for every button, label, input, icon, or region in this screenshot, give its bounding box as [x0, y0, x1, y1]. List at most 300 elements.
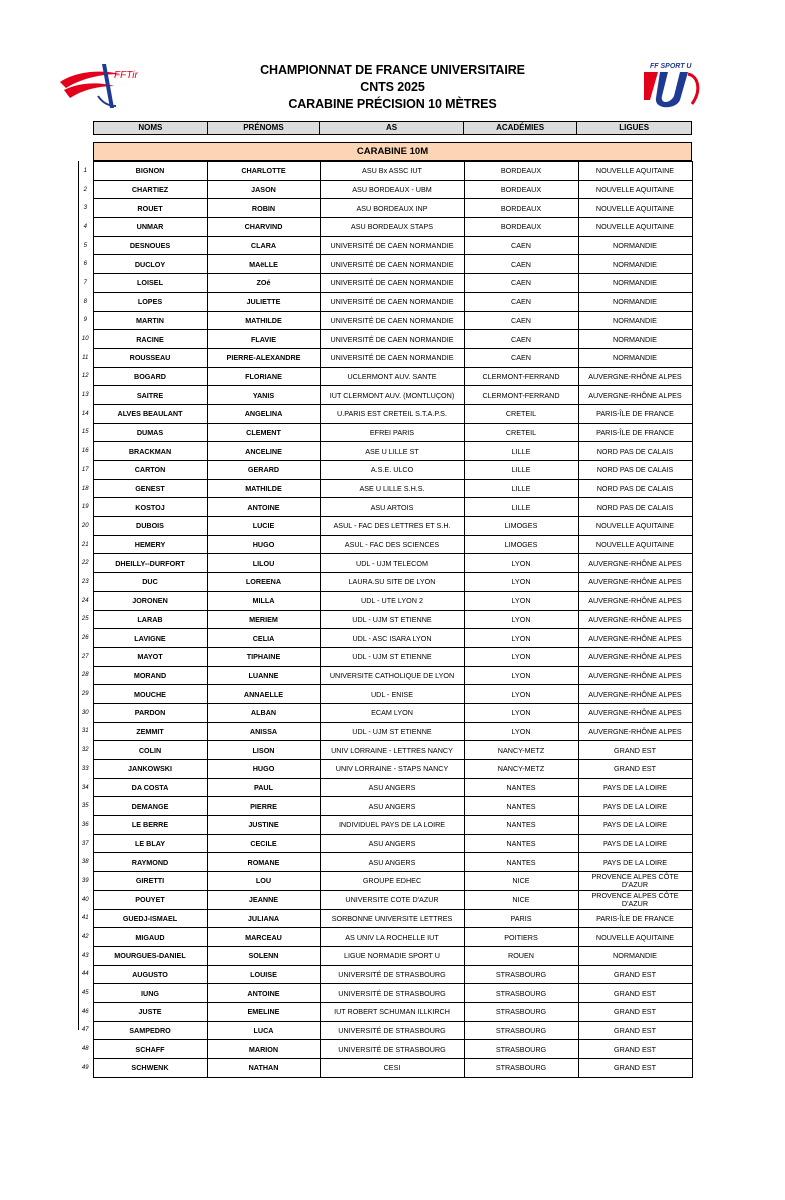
section-title: CARABINE 10M — [93, 142, 692, 161]
cell-academie: LYON — [464, 591, 578, 610]
cell-prenom: MARION — [207, 1040, 320, 1059]
cell-nom: DUBOIS — [93, 517, 207, 536]
table-row — [78, 797, 692, 816]
table-row — [78, 1021, 692, 1040]
fftir-logo-text: FFTir — [114, 70, 138, 81]
cell-as: UNIVERSITÉ DE CAEN NORMANDIE — [320, 348, 464, 367]
cell-as: UNIVERSITE CATHOLIQUE DE LYON — [320, 666, 464, 685]
cell-as: UDL - ASC ISARA LYON — [320, 629, 464, 648]
cell-prenom: NATHAN — [207, 1059, 320, 1078]
cell-row-number: 18 — [81, 485, 89, 492]
cell-prenom: CLEMENT — [207, 423, 320, 442]
cell-as: ASU ANGERS — [320, 778, 464, 797]
cell-as: ASE U LILLE S.H.S. — [320, 479, 464, 498]
cell-nom: JORONEN — [93, 591, 207, 610]
cell-academie: LYON — [464, 554, 578, 573]
cell-ligue: NOUVELLE AQUITAINE — [578, 180, 692, 199]
cell-nom: BOGARD — [93, 367, 207, 386]
cell-academie: POITIERS — [464, 928, 578, 947]
cell-as: CESI — [320, 1059, 464, 1078]
cell-nom: MORAND — [93, 666, 207, 685]
cell-row-number: 36 — [81, 821, 89, 828]
cell-row-number: 2 — [83, 186, 87, 193]
cell-ligue: GRAND EST — [578, 1059, 692, 1078]
cell-prenom: ANCELINE — [207, 442, 320, 461]
table-row — [78, 498, 692, 517]
cell-ligue: PARIS-ÎLE DE FRANCE — [578, 404, 692, 423]
cell-as: UNIVERSITÉ DE STRASBOURG — [320, 984, 464, 1003]
cell-as: ASU BORDEAUX STAPS — [320, 218, 464, 237]
cell-ligue: PROVENCE ALPES CÔTE D'AZUR — [578, 872, 692, 891]
cell-nom: MARTIN — [93, 311, 207, 330]
cell-nom: RAYMOND — [93, 853, 207, 872]
cell-ligue: PAYS DE LA LOIRE — [578, 816, 692, 835]
cell-academie: CAEN — [464, 311, 578, 330]
cell-academie: PARIS — [464, 909, 578, 928]
table-row — [78, 834, 692, 853]
cell-row-number: 4 — [83, 223, 87, 230]
cell-ligue: GRAND EST — [578, 1002, 692, 1021]
cell-ligue: GRAND EST — [578, 1040, 692, 1059]
cell-ligue: NOUVELLE AQUITAINE — [578, 517, 692, 536]
table-row — [78, 853, 692, 872]
cell-nom: POUYET — [93, 890, 207, 909]
cell-as: EFREI PARIS — [320, 423, 464, 442]
table-row — [78, 236, 692, 255]
cell-as: IUT ROBERT SCHUMAN ILLKIRCH — [320, 1002, 464, 1021]
cell-academie: CRETEIL — [464, 423, 578, 442]
table-row — [78, 535, 692, 554]
cell-prenom: CELIA — [207, 629, 320, 648]
cell-prenom: LUANNE — [207, 666, 320, 685]
cell-as: LIGUE NORMADIE SPORT U — [320, 946, 464, 965]
cell-as: ASU ANGERS — [320, 797, 464, 816]
cell-prenom: MARCEAU — [207, 928, 320, 947]
table-row — [78, 984, 692, 1003]
cell-prenom: ANGELINA — [207, 404, 320, 423]
cell-prenom: JEANNE — [207, 890, 320, 909]
cell-row-number: 46 — [81, 1008, 89, 1015]
table-row — [78, 517, 692, 536]
cell-row-number: 7 — [83, 279, 87, 286]
cell-row-number: 1 — [83, 167, 87, 174]
cell-ligue: GRAND EST — [578, 965, 692, 984]
ffsportu-logo-text: FF SPORT U — [650, 63, 692, 70]
table-row — [78, 629, 692, 648]
cell-academie: BORDEAUX — [464, 199, 578, 218]
cell-ligue: AUVERGNE-RHÔNE ALPES — [578, 647, 692, 666]
cell-academie: STRASBOURG — [464, 1059, 578, 1078]
cell-row-number: 21 — [81, 541, 89, 548]
cell-as: A.S.E. ULCO — [320, 461, 464, 480]
cell-row-number: 8 — [83, 298, 87, 305]
cell-nom: JUSTE — [93, 1002, 207, 1021]
table-row — [78, 703, 692, 722]
cell-nom: LOPES — [93, 292, 207, 311]
table-row — [78, 760, 692, 779]
cell-as: UDL - UJM TELECOM — [320, 554, 464, 573]
cell-row-number: 13 — [81, 392, 89, 399]
cell-ligue: AUVERGNE-RHÔNE ALPES — [578, 554, 692, 573]
cell-prenom: ANISSA — [207, 722, 320, 741]
table-row — [78, 442, 692, 461]
cell-nom: BRACKMAN — [93, 442, 207, 461]
cell-nom: COLIN — [93, 741, 207, 760]
cell-ligue: NOUVELLE AQUITAINE — [578, 928, 692, 947]
cell-row-number: 48 — [81, 1046, 89, 1053]
cell-as: UNIVERSITÉ DE CAEN NORMANDIE — [320, 236, 464, 255]
cell-row-number: 41 — [81, 915, 89, 922]
cell-as: ECAM LYON — [320, 703, 464, 722]
cell-ligue: AUVERGNE-RHÔNE ALPES — [578, 685, 692, 704]
cell-nom: LE BERRE — [93, 816, 207, 835]
cell-prenom: PAUL — [207, 778, 320, 797]
cell-academie: LYON — [464, 703, 578, 722]
header-prenoms: PRÉNOMS — [208, 122, 321, 134]
cell-academie: LYON — [464, 666, 578, 685]
cell-prenom: HUGO — [207, 535, 320, 554]
cell-academie: CRETEIL — [464, 404, 578, 423]
cell-academie: LYON — [464, 610, 578, 629]
cell-as: UNIVERSITÉ DE STRASBOURG — [320, 965, 464, 984]
header-noms: NOMS — [94, 122, 208, 134]
cell-academie: STRASBOURG — [464, 1002, 578, 1021]
cell-as: UDL - UTE LYON 2 — [320, 591, 464, 610]
cell-as: ASUL - FAC DES LETTRES ET S.H. — [320, 517, 464, 536]
cell-academie: CAEN — [464, 255, 578, 274]
cell-as: SORBONNE UNIVERSITE LETTRES — [320, 909, 464, 928]
cell-academie: NANTES — [464, 816, 578, 835]
cell-row-number: 17 — [81, 466, 89, 473]
table-row — [78, 255, 692, 274]
cell-as: IUT CLERMONT AUV. (MONTLUÇON) — [320, 386, 464, 405]
cell-prenom: YANIS — [207, 386, 320, 405]
cell-nom: SAMPEDRO — [93, 1021, 207, 1040]
cell-nom: DHEILLY--DURFORT — [93, 554, 207, 573]
cell-nom: JANKOWSKI — [93, 760, 207, 779]
table-row — [78, 610, 692, 629]
cell-prenom: ALBAN — [207, 703, 320, 722]
cell-academie: CAEN — [464, 292, 578, 311]
cell-ligue: GRAND EST — [578, 741, 692, 760]
cell-ligue: NORMANDIE — [578, 274, 692, 293]
cell-academie: CAEN — [464, 274, 578, 293]
cell-academie: ROUEN — [464, 946, 578, 965]
cell-prenom: GERARD — [207, 461, 320, 480]
cell-nom: DEMANGE — [93, 797, 207, 816]
table-row — [78, 573, 692, 592]
cell-row-number: 47 — [81, 1027, 89, 1034]
table-row — [78, 685, 692, 704]
cell-row-number: 44 — [81, 971, 89, 978]
cell-prenom: SOLENN — [207, 946, 320, 965]
cell-ligue: NORD PAS DE CALAIS — [578, 442, 692, 461]
cell-academie: NANTES — [464, 778, 578, 797]
cell-academie: NANTES — [464, 853, 578, 872]
table-row — [78, 946, 692, 965]
cell-row-number: 3 — [83, 205, 87, 212]
cell-nom: MIGAUD — [93, 928, 207, 947]
cell-ligue: NORMANDIE — [578, 946, 692, 965]
cell-prenom: CHARLOTTE — [207, 162, 320, 181]
cell-ligue: PARIS-ÎLE DE FRANCE — [578, 423, 692, 442]
cell-row-number: 40 — [81, 896, 89, 903]
cell-academie: LILLE — [464, 461, 578, 480]
cell-as: UDL - UJM ST ETIENNE — [320, 610, 464, 629]
cell-row-number: 29 — [81, 691, 89, 698]
cell-as: UCLERMONT AUV. SANTE — [320, 367, 464, 386]
cell-ligue: NORMANDIE — [578, 311, 692, 330]
cell-nom: MOUCHE — [93, 685, 207, 704]
cell-prenom: MATHILDE — [207, 479, 320, 498]
cell-row-number: 43 — [81, 952, 89, 959]
cell-nom: LAVIGNE — [93, 629, 207, 648]
cell-as: UNIVERSITÉ DE CAEN NORMANDIE — [320, 292, 464, 311]
cell-row-number: 11 — [82, 354, 89, 361]
cell-ligue: GRAND EST — [578, 1021, 692, 1040]
cell-as: ASE U LILLE ST — [320, 442, 464, 461]
cell-academie: CAEN — [464, 236, 578, 255]
cell-academie: LIMOGES — [464, 535, 578, 554]
cell-ligue: PAYS DE LA LOIRE — [578, 778, 692, 797]
cell-row-number: 12 — [81, 373, 89, 380]
table-row — [78, 928, 692, 947]
cell-nom: GUEDJ-ISMAEL — [93, 909, 207, 928]
cell-academie: BORDEAUX — [464, 218, 578, 237]
cell-ligue: PAYS DE LA LOIRE — [578, 797, 692, 816]
header-academies: ACADÉMIES — [464, 122, 578, 134]
table-row — [78, 722, 692, 741]
cell-academie: STRASBOURG — [464, 984, 578, 1003]
cell-academie: BORDEAUX — [464, 180, 578, 199]
table-row — [78, 386, 692, 405]
cell-nom: ZEMMIT — [93, 722, 207, 741]
cell-nom: SCHAFF — [93, 1040, 207, 1059]
cell-row-number: 5 — [83, 242, 87, 249]
cell-row-number: 19 — [81, 504, 89, 511]
cell-academie: NICE — [464, 872, 578, 891]
table-row — [78, 274, 692, 293]
cell-ligue: AUVERGNE-RHÔNE ALPES — [578, 703, 692, 722]
cell-row-number: 33 — [81, 765, 89, 772]
cell-academie: LILLE — [464, 479, 578, 498]
cell-nom: DUMAS — [93, 423, 207, 442]
table-row — [78, 591, 692, 610]
table-row — [78, 647, 692, 666]
cell-ligue: AUVERGNE-RHÔNE ALPES — [578, 591, 692, 610]
cell-as: LAURA.SU SITE DE LYON — [320, 573, 464, 592]
cell-ligue: AUVERGNE-RHÔNE ALPES — [578, 722, 692, 741]
cell-prenom: JASON — [207, 180, 320, 199]
results-table — [78, 161, 693, 1078]
cell-as: U.PARIS EST CRETEIL S.T.A.P.S. — [320, 404, 464, 423]
cell-as: ASU ANGERS — [320, 853, 464, 872]
cell-nom: SAITRE — [93, 386, 207, 405]
cell-academie: CLERMONT-FERRAND — [464, 367, 578, 386]
cell-nom: DA COSTA — [93, 778, 207, 797]
table-row — [78, 461, 692, 480]
cell-academie: LYON — [464, 629, 578, 648]
cell-ligue: NORMANDIE — [578, 330, 692, 349]
cell-ligue: AUVERGNE-RHÔNE ALPES — [578, 666, 692, 685]
cell-as: GROUPE EDHEC — [320, 872, 464, 891]
cell-as: UNIVERSITÉ DE STRASBOURG — [320, 1021, 464, 1040]
cell-as: UDL - ENISE — [320, 685, 464, 704]
table-row — [78, 816, 692, 835]
cell-ligue: NORMANDIE — [578, 236, 692, 255]
cell-as: ASUL - FAC DES SCIENCES — [320, 535, 464, 554]
title-line-1: CHAMPIONNAT DE FRANCE UNIVERSITAIRE — [260, 63, 525, 77]
cell-nom: LE BLAY — [93, 834, 207, 853]
cell-nom: DESNOUES — [93, 236, 207, 255]
cell-ligue: PROVENCE ALPES CÔTE D'AZUR — [578, 890, 692, 909]
table-row — [78, 1002, 692, 1021]
cell-prenom: HUGO — [207, 760, 320, 779]
cell-nom: MOURGUES-DANIEL — [93, 946, 207, 965]
cell-nom: ALVES BEAULANT — [93, 404, 207, 423]
cell-as: ASU Bx ASSC IUT — [320, 162, 464, 181]
cell-prenom: LOUISE — [207, 965, 320, 984]
table-row — [78, 180, 692, 199]
cell-academie: CAEN — [464, 330, 578, 349]
cell-academie: LYON — [464, 647, 578, 666]
cell-prenom: ANTOINE — [207, 498, 320, 517]
table-row — [78, 741, 692, 760]
cell-nom: KOSTOJ — [93, 498, 207, 517]
cell-academie: STRASBOURG — [464, 1021, 578, 1040]
cell-academie: STRASBOURG — [464, 1040, 578, 1059]
table-row — [78, 666, 692, 685]
cell-row-number: 38 — [81, 859, 89, 866]
cell-prenom: CLARA — [207, 236, 320, 255]
cell-nom: LOISEL — [93, 274, 207, 293]
cell-row-number: 20 — [81, 522, 89, 529]
cell-ligue: NORD PAS DE CALAIS — [578, 498, 692, 517]
cell-as: UDL - UJM ST ETIENNE — [320, 647, 464, 666]
cell-academie: BORDEAUX — [464, 162, 578, 181]
title-line-3: CARABINE PRÉCISION 10 MÈTRES — [288, 97, 497, 111]
table-row — [78, 1040, 692, 1059]
cell-nom: CHARTIEZ — [93, 180, 207, 199]
cell-nom: DUC — [93, 573, 207, 592]
cell-ligue: NORD PAS DE CALAIS — [578, 461, 692, 480]
cell-prenom: JUSTINE — [207, 816, 320, 835]
cell-nom: DUCLOY — [93, 255, 207, 274]
cell-row-number: 39 — [81, 877, 89, 884]
table-row — [78, 890, 692, 909]
cell-nom: ROUET — [93, 199, 207, 218]
cell-academie: CAEN — [464, 348, 578, 367]
cell-ligue: AUVERGNE-RHÔNE ALPES — [578, 573, 692, 592]
cell-nom: BIGNON — [93, 162, 207, 181]
cell-row-number: 32 — [81, 747, 89, 754]
cell-academie: LYON — [464, 685, 578, 704]
cell-ligue: NOUVELLE AQUITAINE — [578, 218, 692, 237]
table-row — [78, 423, 692, 442]
cell-prenom: FLORIANE — [207, 367, 320, 386]
table-row — [78, 1059, 692, 1078]
cell-as: AS UNIV LA ROCHELLE IUT — [320, 928, 464, 947]
cell-as: UNIVERSITÉ DE STRASBOURG — [320, 1040, 464, 1059]
header-ligues: LIGUES — [619, 123, 650, 132]
cell-nom: UNMAR — [93, 218, 207, 237]
cell-as: UNIV LORRAINE - STAPS NANCY — [320, 760, 464, 779]
cell-prenom: CHARVIND — [207, 218, 320, 237]
document-title-block — [0, 62, 785, 113]
cell-academie: CLERMONT-FERRAND — [464, 386, 578, 405]
cell-nom: RACINE — [93, 330, 207, 349]
cell-as: ASU ARTOIS — [320, 498, 464, 517]
cell-academie: NANTES — [464, 834, 578, 853]
cell-row-number: 26 — [81, 635, 89, 642]
cell-row-number: 37 — [81, 840, 89, 847]
table-row — [78, 778, 692, 797]
cell-prenom: LISON — [207, 741, 320, 760]
header-as: AS — [320, 122, 464, 134]
cell-row-number: 28 — [81, 672, 89, 679]
cell-nom: HEMERY — [93, 535, 207, 554]
cell-prenom: MERIEM — [207, 610, 320, 629]
cell-row-number: 14 — [81, 410, 89, 417]
cell-nom: AUGUSTO — [93, 965, 207, 984]
cell-academie: NICE — [464, 890, 578, 909]
cell-nom: MAYOT — [93, 647, 207, 666]
cell-ligue: NORMANDIE — [578, 292, 692, 311]
table-row — [78, 479, 692, 498]
cell-ligue: AUVERGNE-RHÔNE ALPES — [578, 629, 692, 648]
cell-prenom: ROMANE — [207, 853, 320, 872]
table-row — [78, 330, 692, 349]
cell-prenom: MAëLLE — [207, 255, 320, 274]
cell-ligue: NOUVELLE AQUITAINE — [578, 162, 692, 181]
cell-academie: LILLE — [464, 442, 578, 461]
cell-prenom: ANTOINE — [207, 984, 320, 1003]
cell-ligue: NORD PAS DE CALAIS — [578, 479, 692, 498]
cell-ligue: NORMANDIE — [578, 348, 692, 367]
table-row — [78, 404, 692, 423]
table-row — [78, 554, 692, 573]
cell-row-number: 6 — [83, 261, 87, 268]
cell-academie: LIMOGES — [464, 517, 578, 536]
cell-as: UNIVERSITÉ DE CAEN NORMANDIE — [320, 311, 464, 330]
table-row — [78, 199, 692, 218]
cell-ligue: GRAND EST — [578, 984, 692, 1003]
cell-prenom: MATHILDE — [207, 311, 320, 330]
cell-nom: GENEST — [93, 479, 207, 498]
cell-as: UNIV LORRAINE - LETTRES NANCY — [320, 741, 464, 760]
cell-row-number: 35 — [81, 803, 89, 810]
table-row — [78, 872, 692, 891]
cell-prenom: PIERRE-ALEXANDRE — [207, 348, 320, 367]
cell-nom: PARDON — [93, 703, 207, 722]
table-row — [78, 292, 692, 311]
cell-prenom: JULIETTE — [207, 292, 320, 311]
table-row — [78, 218, 692, 237]
cell-nom: IUNG — [93, 984, 207, 1003]
cell-row-number: 30 — [81, 709, 89, 716]
cell-row-number: 9 — [83, 317, 87, 324]
cell-prenom: CECILE — [207, 834, 320, 853]
cell-row-number: 31 — [81, 728, 89, 735]
cell-nom: ROUSSEAU — [93, 348, 207, 367]
cell-as: UNIVERSITE COTE D'AZUR — [320, 890, 464, 909]
cell-ligue: AUVERGNE-RHÔNE ALPES — [578, 367, 692, 386]
cell-as: INDIVIDUEL PAYS DE LA LOIRE — [320, 816, 464, 835]
cell-nom: CARTON — [93, 461, 207, 480]
cell-as: UNIVERSITÉ DE CAEN NORMANDIE — [320, 274, 464, 293]
cell-ligue: NORMANDIE — [578, 255, 692, 274]
cell-row-number: 49 — [81, 1064, 89, 1071]
